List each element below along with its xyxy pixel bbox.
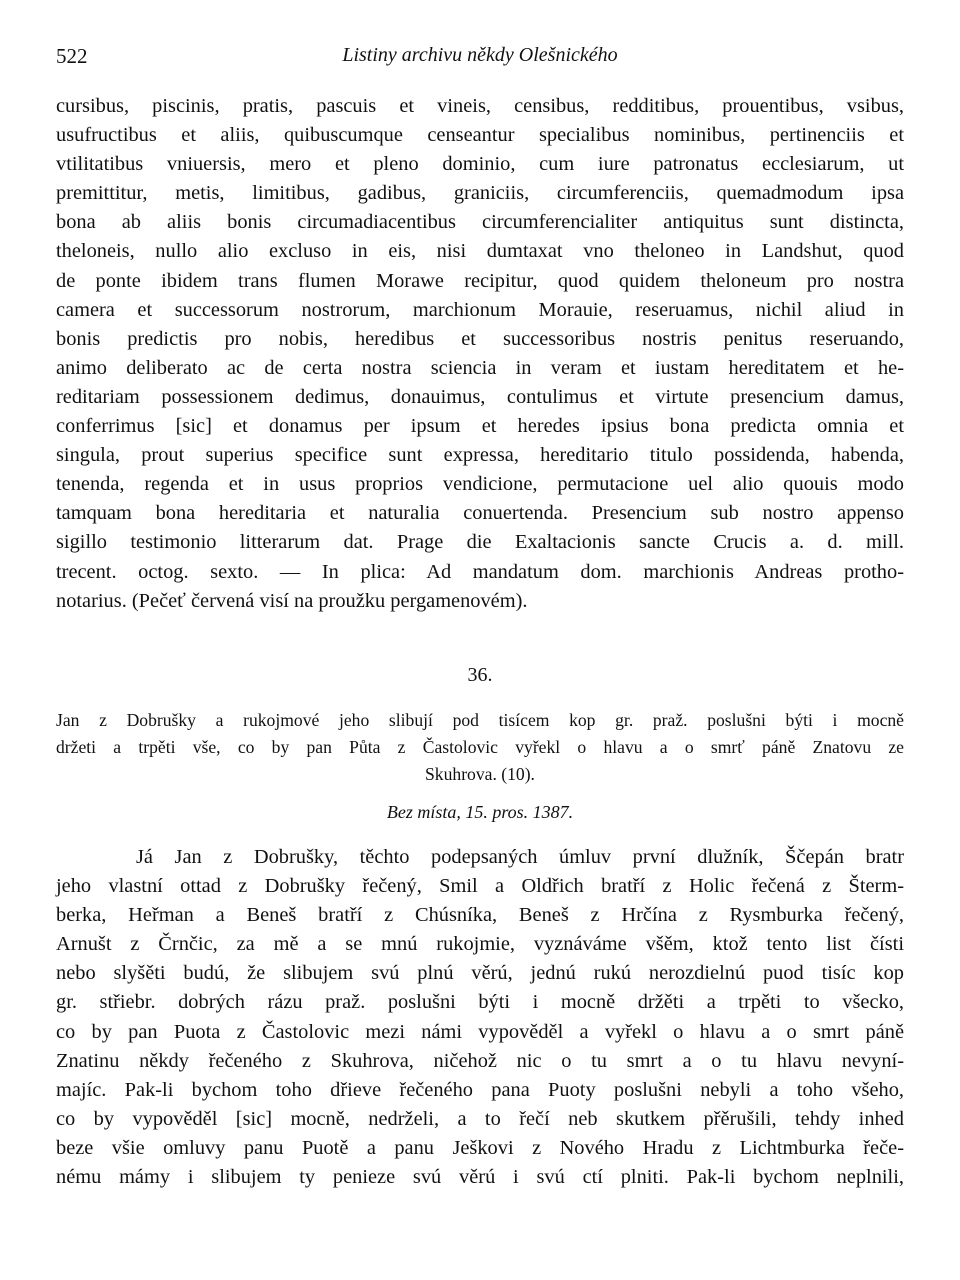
latin-charter-text [56, 92, 904, 616]
text-line: animo deliberato ac de certa nostra sciencia in veram et iustam hereditatem et he- [56, 356, 904, 379]
document-regest [56, 707, 904, 788]
text-line: Znatinu někdy řečeného z Skuhrova, ničehož nic o tu smrt a o tu hlavu nevyní- [56, 1049, 904, 1072]
text-line: Skuhrova. (10). [425, 764, 535, 784]
text-line: gr. střiebr. dobrých rázu praž. poslušni býti i mocně držěti a trpěti to všecko, [56, 991, 904, 1014]
text-line: Já Jan z Dobrušky, těchto podepsaných úmluv první dlužník, Ščepán bratr [136, 846, 904, 868]
text-line: jeho vlastní ottad z Dobrušky řečený, Smil a Oldřich bratří z Holic řečená z Šterm- [56, 875, 904, 898]
czech-charter-text [56, 843, 904, 1192]
text-line: usufructibus et aliis, quibuscumque censeantur specialibus nominibus, pertinenciis et [56, 124, 904, 147]
text-line: trecent. octog. sexto. — In plica: Ad mandatum dom. marchionis Andreas protho- [56, 560, 904, 583]
text-line: berka, Heřman a Beneš bratří z Chúsníka, Beneš z Hrčína z Rysmburka řečený, [56, 904, 904, 927]
text-line: conferrimus [sic] et donamus per ipsum et heredes ipsius bona predicta omnia et [56, 415, 904, 438]
text-line: singula, prout superius specifice sunt expressa, hereditario titulo possidenda, habenda, [56, 444, 904, 467]
running-title: Listiny archivu někdy Olešnického [342, 44, 618, 66]
text-line: co by pan Puota z Častolovic mezi námi vypověděl a vyřekl o hlavu a o smrt páně [56, 1020, 904, 1043]
text-line: co by vypověděl [sic] mocně, nedrželi, a to řečí neb skutkem přěrušili, tehdy inhed [56, 1107, 904, 1130]
text-line: Arnušt z Črnčic, za mě a se mnú rukojmie, vyznáváme všěm, ktož tento list čísti [56, 933, 904, 956]
text-line: theloneis, nullo alio excluso in eis, nisi dumtaxat vno theloneo in Landshut, quod [56, 240, 904, 263]
text-line: majíc. Pak-li bychom toho dřieve řečeného pana Puoty poslušni nebyli a toho všeho, [56, 1078, 904, 1101]
text-line: nému mámy i slibujem ty penieze svú věrú i svú ctí plniti. Pak-li bychom neplnili, [56, 1166, 904, 1189]
text-line: beze všie omluvy panu Puotě a panu Ješkovi z Nového Hradu z Lichtmburka řeče- [56, 1136, 904, 1159]
document-dateline: Bez místa, 15. pros. 1387. [386, 802, 574, 822]
text-line: sigillo testimonio litterarum dat. Prage die Exaltacionis sancte Crucis a. d. mill. [56, 531, 904, 554]
text-line: tamquam bona hereditaria et naturalia conuertenda. Presencium sub nostro appenso [56, 502, 904, 525]
text-line: premittitur, metis, limitibus, gadibus, graniciis, circumferenciis, quemadmodum ipsa [56, 182, 904, 205]
text-line: de ponte ibidem trans flumen Morawe recipitur, quod quidem theloneum pro nostra [56, 269, 904, 292]
text-line: bona ab aliis bonis circumadiacentibus circumferencialiter antiquitus sunt distincta, [56, 211, 904, 234]
document-number: 36. [467, 664, 493, 686]
text-line: camera et successorum nostrorum, marchionum Morauie, reseruamus, nichil aliud in [56, 298, 904, 321]
text-line: Jan z Dobrušky a rukojmové jeho slibují pod tisícem kop gr. praž. poslušni býti i mocně [56, 710, 904, 730]
text-line: tenenda, regenda et in usus proprios vendicione, permutacione uel alio quouis modo [56, 473, 904, 496]
text-line: nebo slyšěti budú, že slibujem svú plnú věrú, jednú rukú nerozdielnú puod tisíc kop [56, 962, 904, 985]
text-line: bonis predictis pro nobis, heredibus et successoribus nostris penitus reseruando, [56, 327, 904, 350]
text-line: držeti a trpěti vše, co by pan Půta z Častolovic vyřekl o hlavu a o smrť páně Znatovu ze [56, 737, 904, 757]
page-number: 522 [56, 44, 88, 68]
text-line: reditariam possessionem dedimus, donauimus, contulimus et virtute presencium damus, [56, 385, 904, 408]
page-header [56, 44, 904, 72]
text-line: notarius. (Pečeť červená visí na proužku pergamenovém). [56, 589, 528, 612]
text-line: vtilitatibus vniuersis, mero et pleno dominio, cum iure patronatus ecclesiarum, ut [56, 153, 904, 176]
text-line: cursibus, piscinis, pratis, pascuis et vineis, censibus, redditibus, prouentibus, vsibus, [56, 95, 904, 117]
